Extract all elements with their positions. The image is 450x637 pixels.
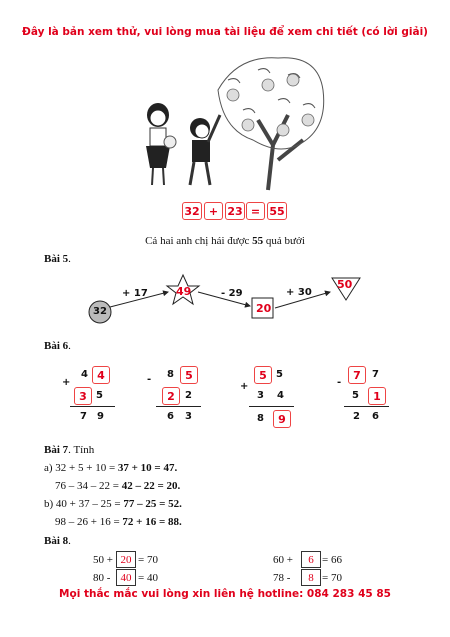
equation-box-sum: 55	[267, 202, 287, 220]
p3-line	[249, 406, 294, 407]
exercise-5-value-3: 50	[337, 278, 353, 291]
illustration-caption: Cả hai anh chị hái được 55 quả bưởi	[145, 235, 305, 247]
exercise-6-title: Bài 6.	[44, 340, 71, 352]
exercise-7-line-b1: b) 40 + 37 – 25 = 77 – 25 = 52.	[44, 498, 182, 510]
exercise-7-line-b2: 98 – 26 + 16 = 72 + 16 = 88.	[55, 516, 182, 528]
p4-result-tens: 2	[353, 411, 360, 422]
b8-r1l-suffix: = 70	[138, 554, 158, 566]
p3-top-units: 5	[276, 369, 283, 380]
p2-result-tens: 6	[167, 411, 174, 422]
p3-result-units-box: 9	[273, 410, 291, 428]
equation-box-addend-2: 23	[225, 202, 245, 220]
p2-line	[156, 406, 201, 407]
b8-r1l-answer-box: 20	[116, 551, 136, 568]
equation-box-equals: =	[246, 202, 265, 220]
exercise-5-op2: - 29	[221, 288, 243, 299]
b8-r1r-answer-box: 6	[301, 551, 321, 568]
exercise-7-line-a1: a) 32 + 5 + 10 = 37 + 10 = 47.	[44, 462, 178, 474]
b8-r1r-prefix: 60 +	[273, 554, 293, 566]
b8-r2r-suffix: = 70	[322, 572, 342, 584]
p1-sign: +	[62, 377, 71, 388]
p3-sign: +	[240, 381, 249, 392]
b8-r1r-suffix: = 66	[322, 554, 342, 566]
preview-notice: Đây là bản xem thử, vui lòng mua tài liệu để xem chi tiết (có lời giải)	[22, 26, 428, 38]
exercise-7-line-a2: 76 – 34 – 22 = 42 – 22 = 20.	[55, 480, 181, 492]
hotline-notice: Mọi thắc mắc vui lòng xin liên hệ hotline: 084 283 45 85	[59, 588, 391, 600]
p2-sign: -	[147, 374, 152, 385]
p4-top-units: 7	[372, 369, 379, 380]
exercise-5-diagram	[80, 272, 370, 332]
children-picking-pomelos-illustration	[128, 50, 328, 200]
p4-bottom-tens: 5	[352, 390, 359, 401]
exercise-7-title: Bài 7. Tính	[44, 444, 95, 456]
p1-top-tens: 4	[81, 369, 88, 380]
p1-line	[70, 406, 115, 407]
equation-box-plus: +	[204, 202, 223, 220]
p1-result-units: 9	[97, 411, 104, 422]
p2-top-units-box: 5	[180, 366, 198, 384]
p3-result-tens: 8	[257, 413, 264, 424]
exercise-5-value-1: 49	[176, 285, 192, 298]
p2-bottom-tens-box: 2	[162, 387, 180, 405]
p4-bottom-units-box: 1	[368, 387, 386, 405]
b8-r2l-suffix: = 40	[138, 572, 158, 584]
p3-bottom-units: 4	[277, 390, 284, 401]
p1-result-tens: 7	[80, 411, 87, 422]
exercise-5-op1: + 17	[122, 288, 148, 299]
p1-bottom-units: 5	[96, 390, 103, 401]
b8-r1l-prefix: 50 +	[93, 554, 113, 566]
p3-bottom-tens: 3	[257, 390, 264, 401]
equation-box-addend-1: 32	[182, 202, 202, 220]
exercise-5-op3: + 30	[286, 287, 312, 298]
exercise-5-start-value: 32	[93, 306, 107, 317]
p1-bottom-tens-box: 3	[74, 387, 92, 405]
p2-result-units: 3	[185, 411, 192, 422]
exercise-5-title: Bài 5.	[44, 253, 71, 265]
p2-bottom-units: 2	[185, 390, 192, 401]
exercise-5-value-2: 20	[256, 302, 272, 315]
p4-line	[344, 406, 389, 407]
p3-top-tens-box: 5	[254, 366, 272, 384]
p2-top-tens: 8	[167, 369, 174, 380]
exercise-8-title: Bài 8.	[44, 535, 71, 547]
b8-r2r-prefix: 78 -	[273, 572, 291, 584]
b8-r2l-prefix: 80 -	[93, 572, 111, 584]
b8-r2r-answer-box: 8	[301, 569, 321, 586]
p4-result-units: 6	[372, 411, 379, 422]
p4-sign: -	[337, 377, 342, 388]
p1-top-units-box: 4	[92, 366, 110, 384]
p4-top-tens-box: 7	[348, 366, 366, 384]
b8-r2l-answer-box: 40	[116, 569, 136, 586]
